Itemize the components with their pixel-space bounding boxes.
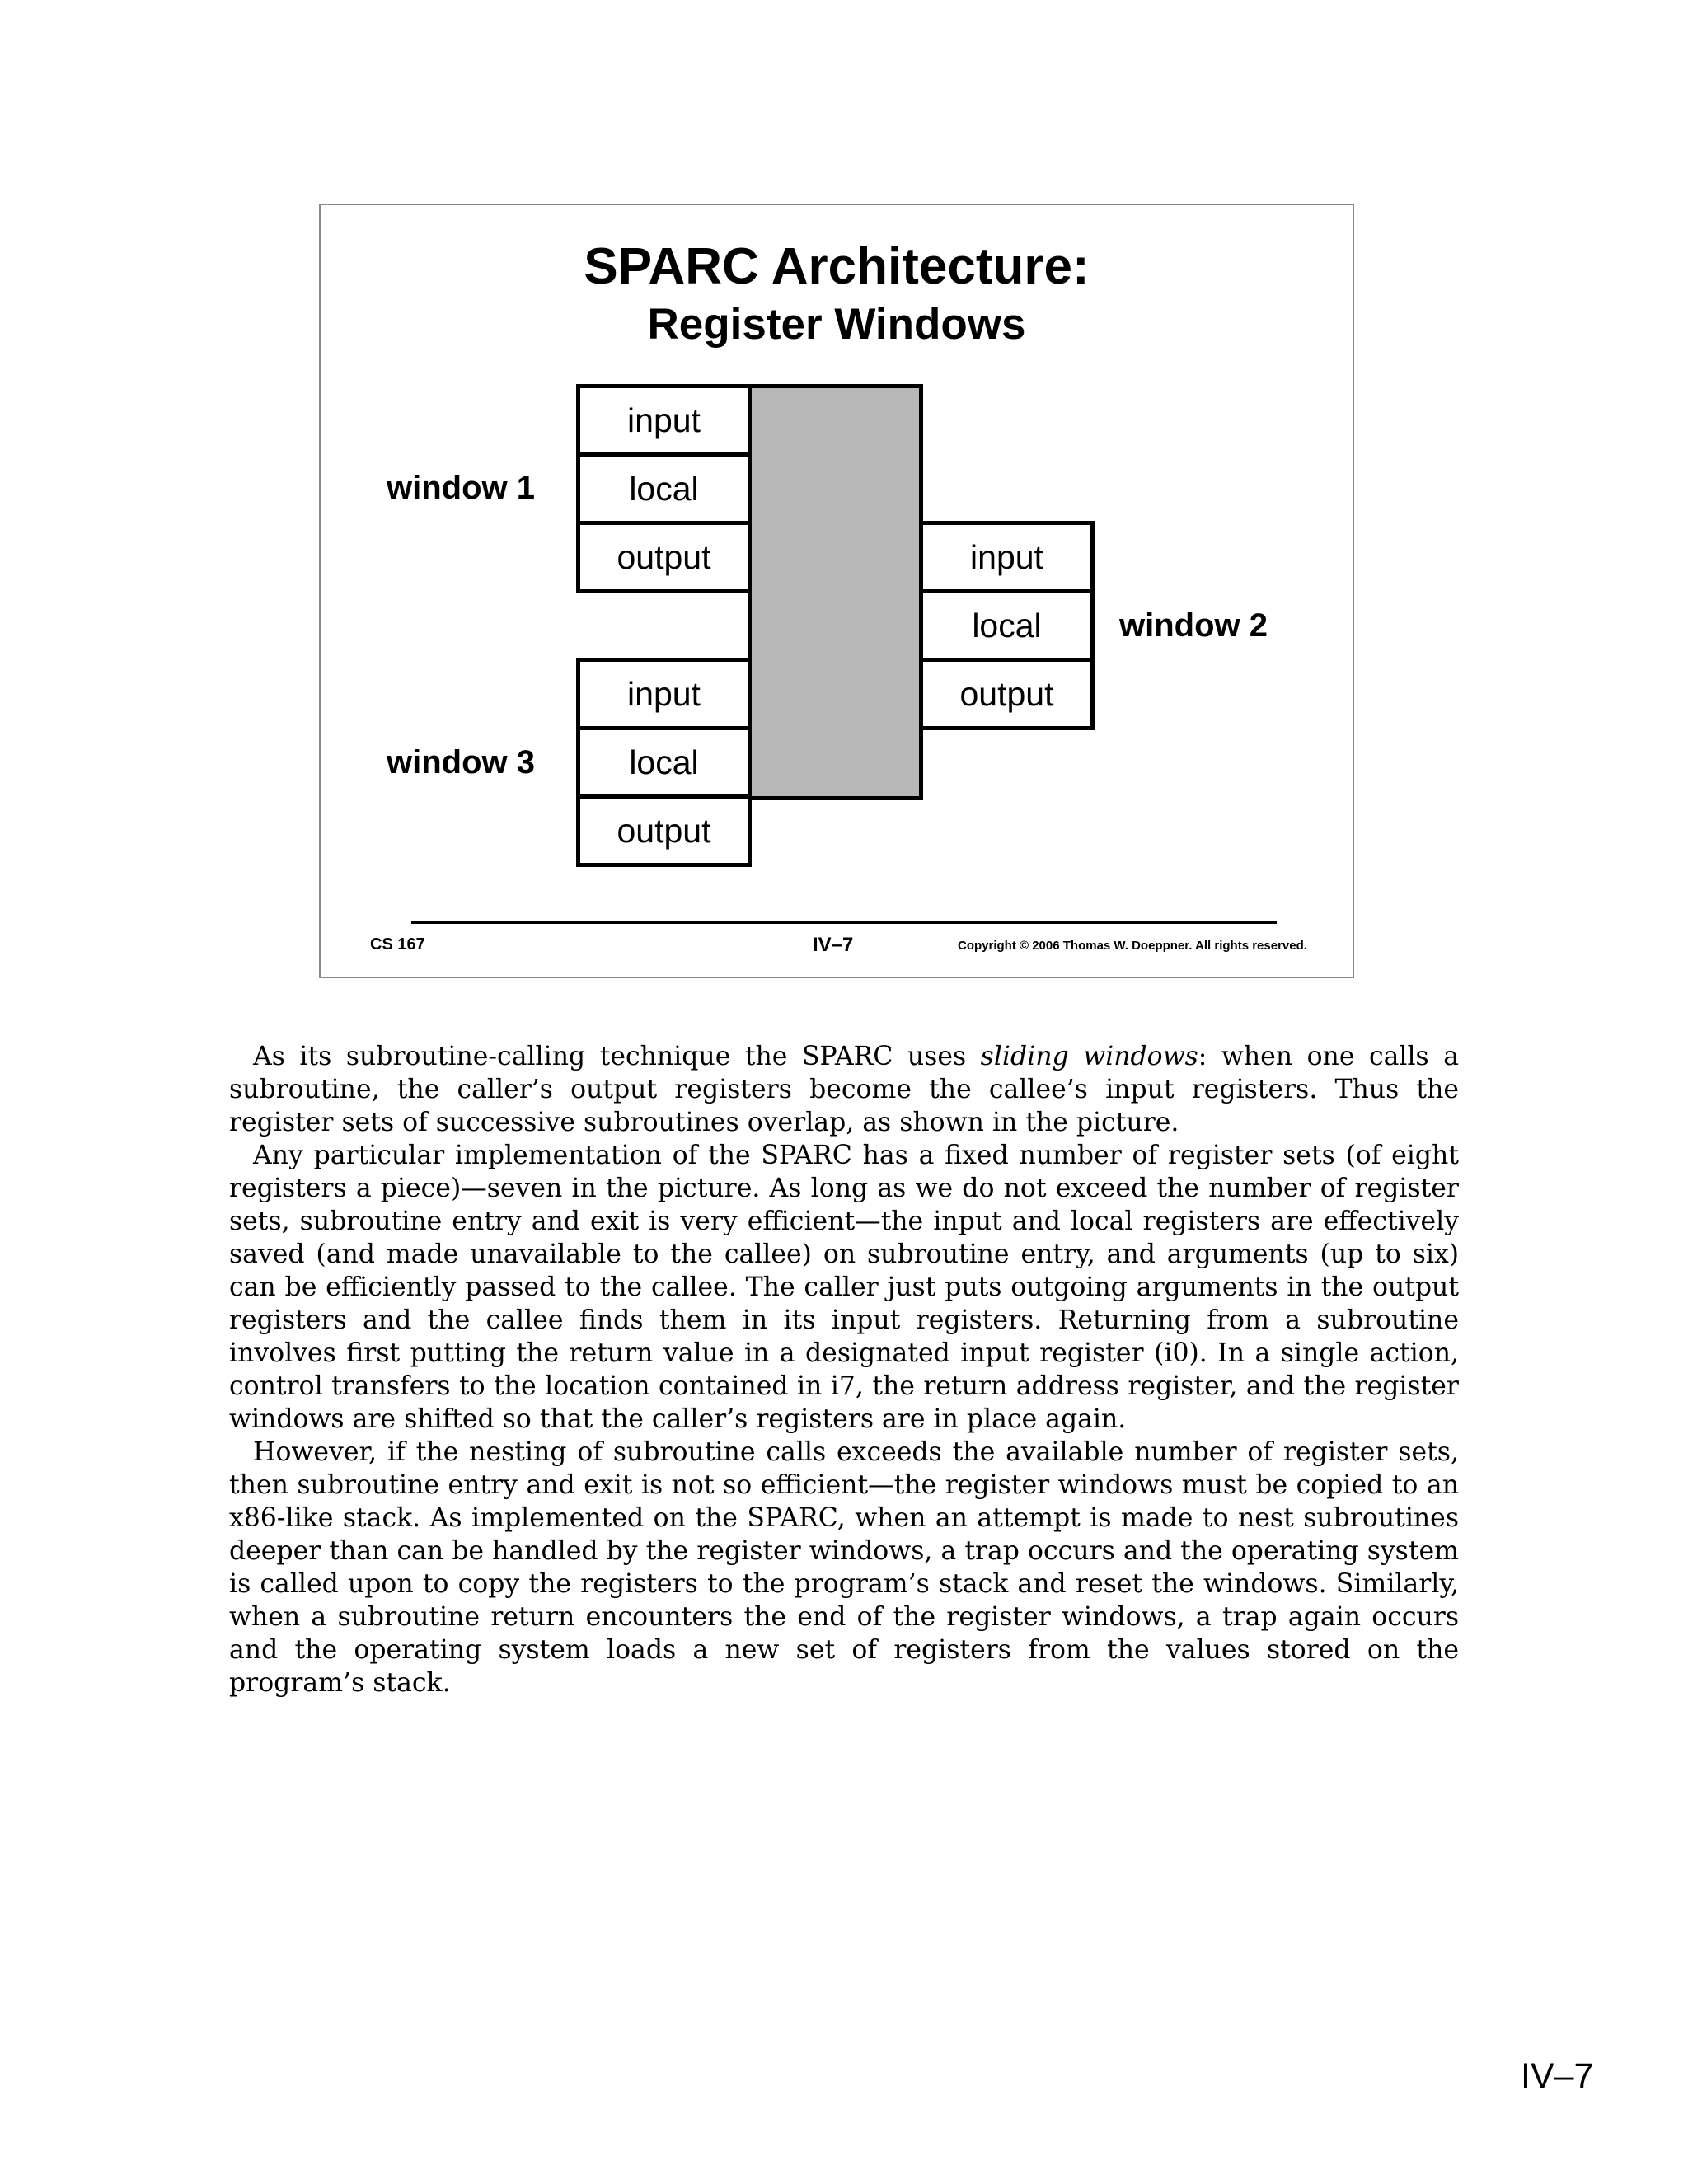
window-2-output: output	[919, 658, 1095, 730]
page-number: IV–7	[1521, 2056, 1594, 2096]
window-3-local: local	[576, 726, 752, 799]
sliding-windows-term: sliding windows	[980, 1042, 1198, 1071]
register-column	[748, 384, 923, 800]
window-1-label: window 1	[387, 470, 535, 506]
footer-course: CS 167	[370, 935, 425, 954]
window-2-local: local	[919, 589, 1095, 662]
slide-title: SPARC Architecture:	[584, 238, 1090, 295]
slide	[319, 204, 1354, 978]
footer-slide-number: IV–7	[813, 934, 854, 956]
slide-subtitle: Register Windows	[647, 300, 1026, 349]
window-1-input: input	[576, 384, 752, 457]
window-3-output: output	[576, 794, 752, 867]
window-3-input: input	[576, 658, 752, 730]
paragraph-2: Any particular implementation of the SPARC has a fixed number of register sets (of eight registers a piece)—seven in the picture. As long as we do not exceed the number of register sets, subroutine entry and exit is very efficient—the input and local registers are effectively saved (and made unavailable to the callee) on subroutine entry, and arguments (up to six) can be efficiently passed to the callee. The caller just puts outgoing arguments in the output registers and the callee finds them in its input registers. Returning from a subroutine involves first putting the return value in a designated input register (i0). In a single action, control transfers to the location contained in i7, the return address register, and the register windows are shifted so that the caller’s registers are in place again.	[229, 1141, 1459, 1434]
window-2-label: window 2	[1119, 607, 1268, 644]
window-1-output: output	[576, 521, 752, 593]
paragraph-1	[229, 1040, 1459, 1139]
paragraph-1-start: As its subroutine-calling technique the SPARC uses	[253, 1042, 981, 1071]
body-text	[229, 1040, 1459, 1699]
paragraph-1-end: : when one calls a subroutine, the caller’s output registers become the callee’s input registers. Thus the register sets of successive subroutines overlap, as shown in the picture.	[229, 1042, 1459, 1137]
footer-rule	[411, 921, 1277, 924]
window-2-input: input	[919, 521, 1095, 593]
window-3-label: window 3	[387, 744, 535, 780]
window-1-local: local	[576, 452, 752, 525]
paragraph-3: However, if the nesting of subroutine calls exceeds the available number of register sets, then subroutine entry and exit is not so efficient—the register windows must be copied to an x86-like stack. As implemented on the SPARC, when an attempt is made to nest subroutines deeper than can be handled by the register windows, a trap occurs and the operating system is called upon to copy the registers to the program’s stack and reset the windows. Similarly, when a subroutine return encounters the end of the register windows, a trap again occurs and the operating system loads a new set of registers from the values stored on the program’s stack.	[229, 1437, 1459, 1698]
footer-copyright: Copyright © 2006 Thomas W. Doeppner. All rights reserved.	[958, 939, 1307, 953]
